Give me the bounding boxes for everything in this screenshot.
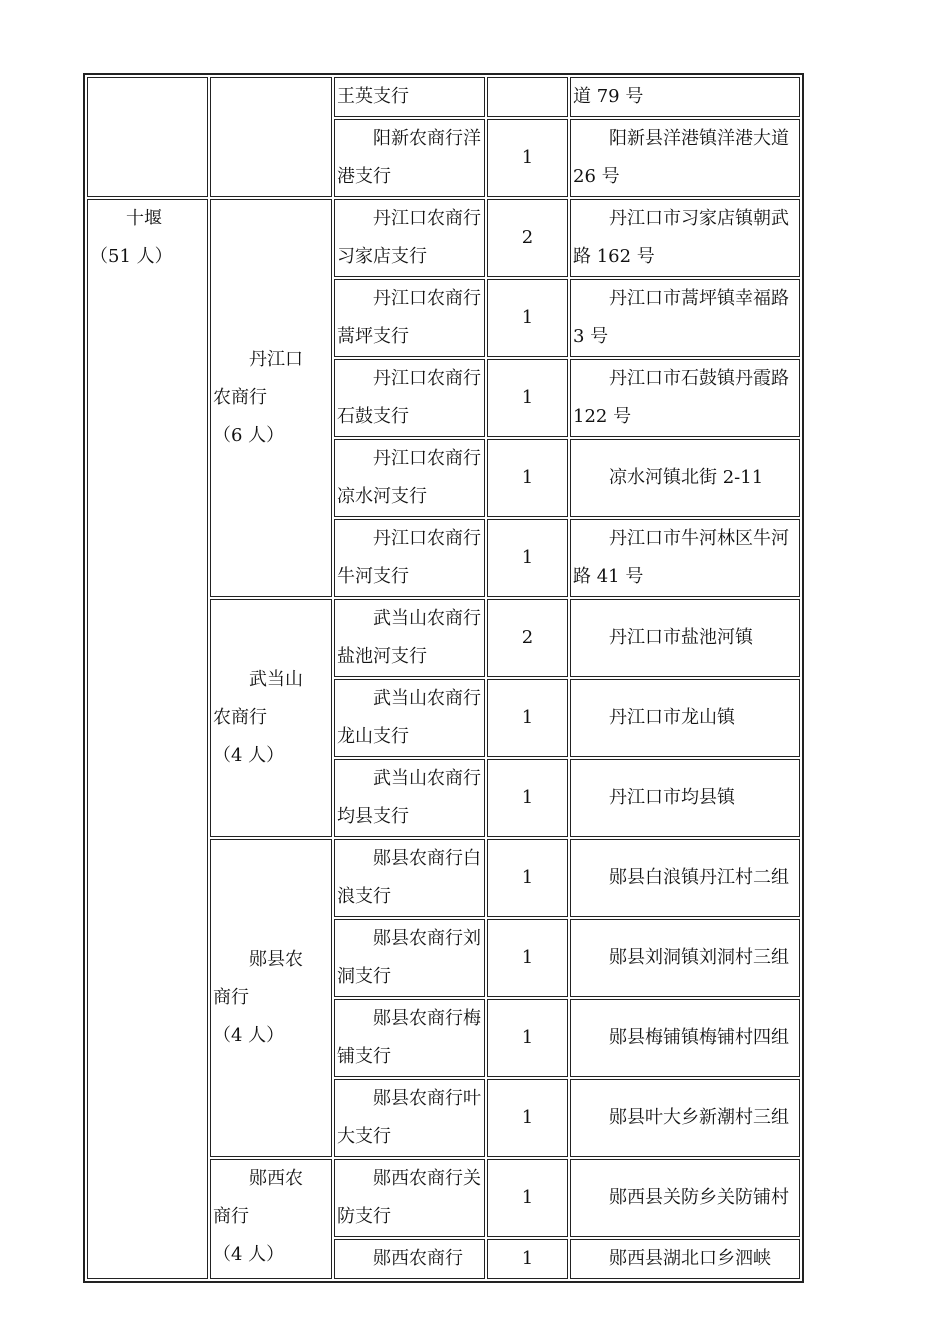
branch-cell: 武当山农商行均县支行 xyxy=(334,759,485,837)
count-cell: 2 xyxy=(487,199,568,277)
bank-name-cont: 农商行 xyxy=(213,707,267,728)
address-cell: 郧县白浪镇丹江村二组 xyxy=(570,839,800,917)
branch-cell: 郧县农商行梅铺支行 xyxy=(334,999,485,1077)
address-cell: 郧县梅铺镇梅铺村四组 xyxy=(570,999,800,1077)
count-cell: 1 xyxy=(487,1079,568,1157)
count-cell: 1 xyxy=(487,439,568,517)
address-cell: 凉水河镇北街 2-11 xyxy=(570,439,800,517)
bank-cell-empty xyxy=(210,77,332,197)
count-cell: 1 xyxy=(487,919,568,997)
branch-cell: 郧西农商行关防支行 xyxy=(334,1159,485,1237)
address-cell: 丹江口市盐池河镇 xyxy=(570,599,800,677)
bank-name-cont: 商行 xyxy=(213,987,249,1008)
branch-cell: 丹江口农商行蒿坪支行 xyxy=(334,279,485,357)
bank-people: （4 人） xyxy=(213,1244,285,1265)
address-cell: 郧西县关防乡关防铺村 xyxy=(570,1159,800,1237)
address-cell: 道 79 号 xyxy=(570,77,800,117)
bank-group-cell xyxy=(210,599,332,837)
branch-cell: 郧县农商行刘洞支行 xyxy=(334,919,485,997)
count-cell: 1 xyxy=(487,519,568,597)
count-cell: 1 xyxy=(487,679,568,757)
bank-name-cont: 农商行 xyxy=(213,387,267,408)
table-row xyxy=(87,77,800,117)
bank-group-cell xyxy=(210,839,332,1157)
region-name: 十堰 xyxy=(90,208,162,229)
branch-cell: 丹江口农商行凉水河支行 xyxy=(334,439,485,517)
branch-cell: 丹江口农商行石鼓支行 xyxy=(334,359,485,437)
count-cell xyxy=(487,77,568,117)
bank-people: （4 人） xyxy=(213,1025,285,1046)
bank-name: 郧县农 xyxy=(213,949,303,970)
address-cell: 郧县刘洞镇刘洞村三组 xyxy=(570,919,800,997)
branch-cell: 武当山农商行盐池河支行 xyxy=(334,599,485,677)
count-cell: 1 xyxy=(487,359,568,437)
address-cell: 丹江口市习家店镇朝武路 162 号 xyxy=(570,199,800,277)
branch-cell: 丹江口农商行牛河支行 xyxy=(334,519,485,597)
branch-cell: 郧西农商行 xyxy=(334,1239,485,1279)
count-cell: 1 xyxy=(487,1239,568,1279)
branch-cell: 王英支行 xyxy=(334,77,485,117)
bank-name: 武当山 xyxy=(213,669,303,690)
bank-name: 郧西农 xyxy=(213,1168,303,1189)
address-cell: 郧县叶大乡新潮村三组 xyxy=(570,1079,800,1157)
bank-people: （6 人） xyxy=(213,425,285,446)
branch-cell: 武当山农商行龙山支行 xyxy=(334,679,485,757)
address-cell: 丹江口市石鼓镇丹霞路 122 号 xyxy=(570,359,800,437)
region-people: （51 人） xyxy=(90,246,173,267)
bank-name-cont: 商行 xyxy=(213,1206,249,1227)
count-cell: 1 xyxy=(487,119,568,197)
bank-people: （4 人） xyxy=(213,745,285,766)
address-cell: 丹江口市龙山镇 xyxy=(570,679,800,757)
count-cell: 1 xyxy=(487,1159,568,1237)
branch-cell: 丹江口农商行习家店支行 xyxy=(334,199,485,277)
bank-name: 丹江口 xyxy=(213,349,303,370)
document-table-wrapper xyxy=(83,73,804,1283)
region-cell xyxy=(87,199,208,1279)
table-row xyxy=(87,199,800,277)
count-cell: 1 xyxy=(487,999,568,1077)
branch-cell: 郧县农商行叶大支行 xyxy=(334,1079,485,1157)
branch-cell: 郧县农商行白浪支行 xyxy=(334,839,485,917)
branch-cell: 阳新农商行洋港支行 xyxy=(334,119,485,197)
count-cell: 1 xyxy=(487,279,568,357)
address-cell: 丹江口市蒿坪镇幸福路 3 号 xyxy=(570,279,800,357)
count-cell: 1 xyxy=(487,839,568,917)
count-cell: 2 xyxy=(487,599,568,677)
address-cell: 郧西县湖北口乡泗峡 xyxy=(570,1239,800,1279)
count-cell: 1 xyxy=(487,759,568,837)
branch-table xyxy=(83,73,804,1283)
bank-group-cell xyxy=(210,199,332,597)
bank-group-cell xyxy=(210,1159,332,1279)
region-cell-empty xyxy=(87,77,208,197)
address-cell: 丹江口市牛河林区牛河路 41 号 xyxy=(570,519,800,597)
address-cell: 阳新县洋港镇洋港大道 26 号 xyxy=(570,119,800,197)
address-cell: 丹江口市均县镇 xyxy=(570,759,800,837)
